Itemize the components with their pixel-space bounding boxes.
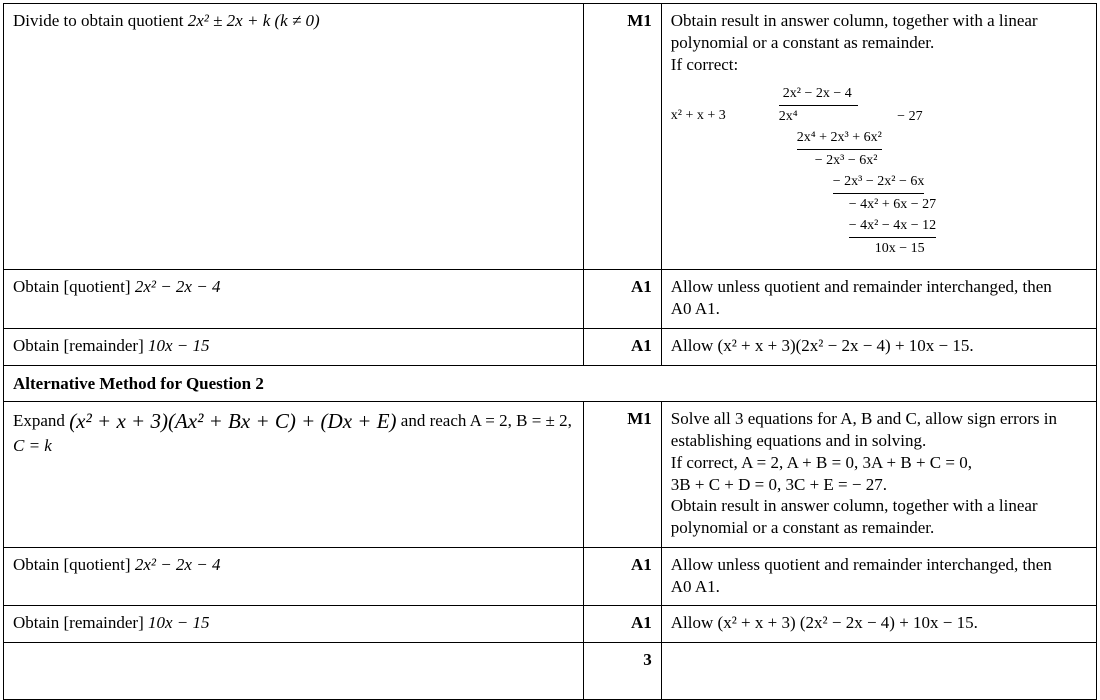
mark-cell-m1 [583,402,661,548]
guidance-cell-quotient-1 [661,270,1096,329]
mark-label: M1 [627,409,652,429]
answer-text: Obtain [remainder] [13,335,144,355]
table-row [4,402,1097,548]
guidance-line: If correct: [670,54,739,74]
table-row [4,270,1097,329]
answer-math-line2: C = k [13,436,52,456]
answer-math: (x² + x + 3)(Ax² + Bx + C) + (Dx + E) [69,409,397,434]
answer-cell-quotient-1 [4,270,584,329]
answer-text: and reach A = 2, B = ± 2, [400,411,572,431]
guidance-line: A0 A1. [670,576,720,596]
long-division-working [671,83,1087,259]
table-row [4,328,1097,365]
alternative-method-heading: Alternative Method for Question 2 [4,365,1097,402]
guidance-line: Allow unless quotient and remainder interchanged, then [670,277,1052,297]
guidance-line: Obtain result in answer column, together with a linear [670,496,1038,516]
answer-text: Divide to obtain quotient [13,11,184,30]
table-row [4,4,1097,270]
division-divisor: x² + x + 3 [670,108,726,124]
guidance-line: Allow unless quotient and remainder interchanged, then [670,554,1052,574]
division-step: 2x⁴ + 2x³ + 6x² [797,127,882,150]
answer-math: 2x² − 2x − 4 [134,277,221,297]
answer-math: 10x − 15 [148,613,210,633]
guidance-line: If correct, A = 2, A + B = 0, 3A + B + C = 0, [670,452,972,472]
answer-text: Obtain [quotient] [13,554,131,574]
guidance-line: A0 A1. [670,299,720,318]
mark-label: A1 [631,277,652,297]
table-row [4,606,1097,643]
mark-cell-a1 [583,270,661,329]
division-step: − 4x² + 6x − 27 [848,197,937,213]
answer-cell-remainder-2 [4,606,584,643]
answer-text: Obtain [quotient] [13,277,131,297]
table-row-total [4,643,1097,700]
table-row [4,547,1097,606]
division-step: − 2x³ − 6x² [814,153,878,169]
mark-label: M1 [627,11,652,30]
guidance-line: 3B + C + D = 0, 3C + E = − 27. [670,474,887,494]
mark-cell-a1 [583,606,661,643]
mark-scheme-table [3,3,1097,700]
answer-cell-expand [4,402,584,548]
guidance-line: establishing equations and in solving. [670,431,927,450]
mark-label: A1 [631,613,652,633]
guidance-cell-quotient-2 [661,547,1096,606]
answer-math: 2x² − 2x − 4 [134,554,221,574]
mark-label: A1 [631,335,652,355]
division-quotient: 2x² − 2x − 4 [779,83,858,106]
division-step: 10x − 15 [874,241,925,257]
guidance-line: Allow (x² + x + 3)(2x² − 2x − 4) + 10x − 15. [670,335,974,355]
guidance-line: Solve all 3 equations for A, B and C, allow sign errors in [670,409,1058,429]
guidance-cell-remainder-1 [661,328,1096,365]
answer-text: Expand [13,411,65,431]
answer-cell-divide [4,4,584,270]
mark-label: A1 [631,554,652,574]
guidance-cell-divide [661,4,1096,270]
division-dividend: 2x⁴ [778,109,798,125]
mark-cell-m1 [583,4,661,270]
division-step: − 4x² − 4x − 12 [849,215,936,238]
mark-cell-a1 [583,328,661,365]
answer-math: 10x − 15 [148,335,210,355]
division-step: − 2x³ − 2x² − 6x [833,171,925,194]
guidance-cell-expand [661,402,1096,548]
answer-text: Obtain [remainder] [13,613,144,633]
guidance-line: polynomial or a constant as remainder. [670,518,935,537]
guidance-line: Obtain result in answer column, together with a linear [670,11,1038,30]
guidance-cell-remainder-2 [661,606,1096,643]
empty-guidance-cell [661,643,1096,700]
guidance-line: polynomial or a constant as remainder. [670,32,935,52]
total-mark-label: 3 [643,650,652,669]
answer-cell-remainder-1 [4,328,584,365]
guidance-line: Allow (x² + x + 3) (2x² − 2x − 4) + 10x − 15. [670,613,978,633]
table-row-section-header [4,365,1097,402]
division-remainder-note: − 27 [897,109,923,125]
answer-math: 2x² ± 2x + k (k ≠ 0) [187,11,320,30]
answer-cell-quotient-2 [4,547,584,606]
empty-answer-cell [4,643,584,700]
mark-cell-a1 [583,547,661,606]
total-mark-cell [583,643,661,700]
